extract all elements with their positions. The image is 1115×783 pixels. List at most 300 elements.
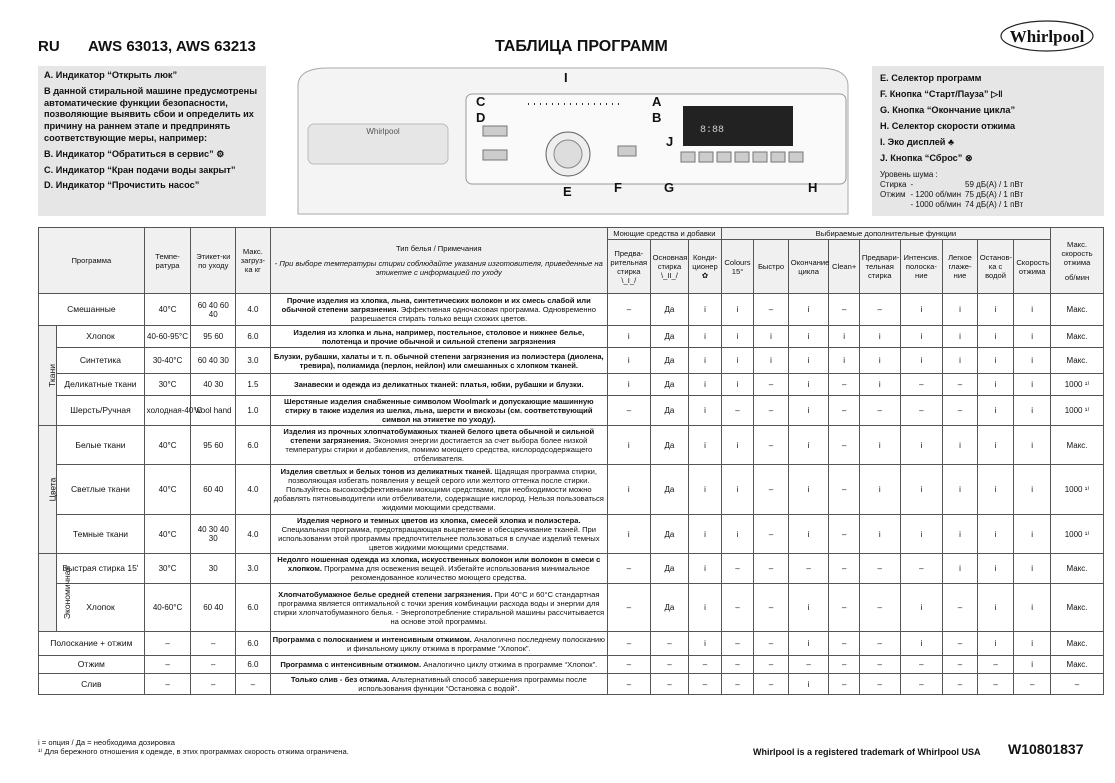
legend: i = опция / Да = необходима дозировка: [38, 738, 175, 747]
program-name: Хлопок: [57, 584, 144, 632]
noise-cell: 59 дБ(A) / 1 пВт: [965, 180, 1024, 189]
option-cell: –: [859, 674, 900, 695]
label-d: D: [476, 110, 486, 125]
max-spin: 1000 ¹⁾: [1051, 515, 1104, 554]
option-cell: i: [607, 374, 650, 396]
option-cell: i: [721, 465, 754, 515]
logo-text: Whirlpool: [1009, 27, 1085, 46]
program-load: 6.0: [236, 632, 271, 656]
program-temp: 30°C: [144, 374, 191, 396]
reset-icon: ⊗: [964, 153, 973, 163]
care-label-icons: 60 40: [191, 584, 236, 632]
option-cell: –: [859, 656, 900, 674]
option-cell: –: [943, 674, 978, 695]
option-cell: i: [788, 674, 829, 695]
program-name: Быстрая стирка 15': [57, 554, 144, 584]
option-cell: i: [977, 465, 1014, 515]
option-cell: –: [607, 584, 650, 632]
option-cell: i: [1014, 656, 1051, 674]
care-label-icons: 40 30: [191, 374, 236, 396]
service-icon: ⚙: [216, 148, 225, 159]
option-cell: Да: [650, 426, 689, 465]
care-label-icons: 60 40 60 40: [191, 294, 236, 326]
option-cell: –: [754, 396, 789, 426]
option-cell: –: [721, 584, 754, 632]
option-cell: –: [829, 294, 859, 326]
group-label-fabrics: Ткани: [39, 326, 57, 426]
option-cell: i: [689, 348, 722, 374]
option-cell: i: [1014, 426, 1051, 465]
program-note: Блузки, рубашки, халаты и т. п. обычной степени загрязнения из полиэстера (диолена, тревира), полиамида (перлон, нейлон) или смешанных с хлопком тканей.: [270, 348, 607, 374]
option-cell: –: [721, 632, 754, 656]
care-label-icons: wool hand: [191, 396, 236, 426]
option-cell: i: [607, 515, 650, 554]
care-label-icons: –: [191, 632, 236, 656]
option-cell: –: [721, 674, 754, 695]
program-load: 4.0: [236, 465, 271, 515]
option-cell: i: [900, 294, 943, 326]
option-cell: i: [689, 584, 722, 632]
option-cell: –: [900, 656, 943, 674]
program-name: Шерсть/Ручная: [57, 396, 144, 426]
option-cell: –: [829, 674, 859, 695]
option-cell: –: [829, 426, 859, 465]
program-temp: 40-60°C: [144, 584, 191, 632]
program-note: Хлопчатобумажное белье средней степени загрязнения. При 40°C и 60°C стандартная программа является оптимальной с точки зрения комбинации расхода воды и энергии для стирки хлопчатобумажного белья. - Энергопотребление стиральной машины рассчитывается на основе этой программы.: [270, 584, 607, 632]
option-cell: i: [859, 326, 900, 348]
option-cell: –: [943, 584, 978, 632]
option-cell: i: [788, 294, 829, 326]
option-cell: –: [689, 656, 722, 674]
program-name: Хлопок: [57, 326, 144, 348]
label-h: H: [808, 180, 818, 195]
th-prewash-det: Предва-рительная стирка \_I_/: [607, 240, 650, 294]
indicator-b: B. Индикатор “Обратиться в сервис” ⚙: [44, 148, 225, 159]
group-label-colours: Цвета: [39, 426, 57, 554]
max-spin: Макс.: [1051, 348, 1104, 374]
option-cell: i: [943, 426, 978, 465]
option-cell: i: [607, 348, 650, 374]
option-cell: i: [900, 465, 943, 515]
option-cell: Да: [650, 326, 689, 348]
option-cell: i: [1014, 348, 1051, 374]
option-cell: –: [829, 554, 859, 584]
option-cell: i: [977, 294, 1014, 326]
th-maxspin: Макс. скорость отжима об/мин: [1051, 228, 1104, 294]
care-label-icons: 30: [191, 554, 236, 584]
control-f: F. Кнопка “Старт/Пауза” ▷ǁ: [880, 89, 1003, 99]
program-temp: 40°C: [144, 515, 191, 554]
program-note: Изделия из хлопка и льна, например, постельное, столовое и нижнее белье, полотенца и прочие обычной и сильной степени загрязнения: [270, 326, 607, 348]
label-f: F: [614, 180, 622, 195]
option-cell: –: [754, 554, 789, 584]
option-cell: i: [607, 465, 650, 515]
option-cell: i: [1014, 326, 1051, 348]
option-cell: i: [721, 294, 754, 326]
option-cell: –: [859, 584, 900, 632]
option-cell: i: [1014, 374, 1051, 396]
machine-brand: Whirlpool: [366, 127, 400, 136]
noise-cell: Отжим: [880, 190, 906, 199]
option-cell: i: [1014, 584, 1051, 632]
option-cell: –: [788, 554, 829, 584]
program-row: [39, 632, 1104, 656]
option-cell: i: [977, 632, 1014, 656]
option-cell: i: [788, 515, 829, 554]
option-cell: i: [900, 632, 943, 656]
option-cell: –: [943, 396, 978, 426]
program-name: Полоскание + отжим: [39, 632, 145, 656]
max-spin: Макс.: [1051, 656, 1104, 674]
control-i: I. Эко дисплей ♣: [880, 137, 955, 147]
option-cell: i: [721, 374, 754, 396]
noise-levels: [880, 170, 1096, 210]
option-cell: i: [788, 632, 829, 656]
option-cell: i: [1014, 465, 1051, 515]
program-name: Отжим: [39, 656, 145, 674]
option-cell: i: [829, 326, 859, 348]
option-cell: i: [900, 584, 943, 632]
control-j: J. Кнопка “Сброс” ⊗: [880, 153, 973, 163]
document-code: W10801837: [1008, 741, 1084, 757]
group-label-eco: Экономичная: [39, 554, 57, 632]
th-type: Тип белья / Примечания - При выборе температуры стирки соблюдайте указания изготовителя, приведенные на этикетке с информацией по уходу: [270, 228, 607, 294]
option-cell: i: [943, 348, 978, 374]
option-cell: –: [900, 374, 943, 396]
indicator-c: C. Индикатор “Кран подачи воды закрыт”: [44, 164, 236, 175]
option-cell: –: [977, 674, 1014, 695]
program-temp: 30°C: [144, 554, 191, 584]
option-cell: –: [943, 632, 978, 656]
program-row: [39, 374, 1104, 396]
header-lang: RU: [38, 38, 60, 55]
option-cell: –: [829, 584, 859, 632]
machine-panel-illustration: [288, 66, 858, 216]
program-name: Белые ткани: [57, 426, 144, 465]
indicators-panel: [38, 66, 266, 216]
option-cell: –: [607, 674, 650, 695]
program-temp: 40°C: [144, 426, 191, 465]
option-cell: Да: [650, 465, 689, 515]
noise-table: [880, 180, 1027, 210]
option-cell: i: [788, 374, 829, 396]
option-cell: –: [754, 426, 789, 465]
option-cell: i: [977, 554, 1014, 584]
option-cell: i: [859, 426, 900, 465]
program-temp: 40°C: [144, 294, 191, 326]
th-functions: Выбираемые дополнительные функции: [721, 228, 1050, 240]
control-h: H. Селектор скорости отжима: [880, 121, 1016, 131]
option-cell: –: [607, 396, 650, 426]
option-cell: Да: [650, 348, 689, 374]
option-cell: i: [788, 584, 829, 632]
program-load: –: [236, 674, 271, 695]
program-name: Смешанные: [39, 294, 145, 326]
compartment-1-icon: \_I_/: [621, 275, 637, 285]
option-cell: –: [754, 632, 789, 656]
option-cell: i: [1014, 294, 1051, 326]
option-cell: i: [859, 374, 900, 396]
max-spin: 1000 ¹⁾: [1051, 396, 1104, 426]
indicator-a: A. Индикатор “Открыть люк”: [44, 70, 178, 80]
program-temp: 40-60-95°C: [144, 326, 191, 348]
option-cell: Да: [650, 584, 689, 632]
program-name: Светлые ткани: [57, 465, 144, 515]
program-row: [39, 294, 1104, 326]
th-speed: Скорость отжима: [1014, 240, 1051, 294]
option-cell: –: [607, 656, 650, 674]
program-name: Темные ткани: [57, 515, 144, 554]
option-cell: –: [859, 396, 900, 426]
option-cell: i: [689, 632, 722, 656]
max-spin: Макс.: [1051, 426, 1104, 465]
option-cell: –: [754, 656, 789, 674]
option-cell: –: [829, 374, 859, 396]
option-cell: i: [1014, 554, 1051, 584]
play-pause-icon: ▷ǁ: [991, 89, 1003, 99]
option-cell: i: [977, 426, 1014, 465]
option-cell: Да: [650, 294, 689, 326]
option-cell: i: [721, 326, 754, 348]
program-temp: 40°C: [144, 465, 191, 515]
noise-cell: 75 дБ(A) / 1 пВт: [965, 190, 1024, 199]
program-name: Слив: [39, 674, 145, 695]
option-cell: –: [829, 656, 859, 674]
option-cell: Да: [650, 554, 689, 584]
program-name: Деликатные ткани: [57, 374, 144, 396]
program-row: [39, 396, 1104, 426]
option-cell: –: [754, 674, 789, 695]
option-cell: i: [721, 348, 754, 374]
option-cell: i: [689, 326, 722, 348]
program-load: 4.0: [236, 294, 271, 326]
noise-cell: Стирка: [880, 180, 907, 189]
program-note: Прочие изделия из хлопка, льна, синтетических волокон и их смесь слабой или обычной степени загрязнения. Эффективная одночасовая программа. Одновременно разрешается стирать только вещи схожих цветов.: [270, 294, 607, 326]
option-cell: i: [943, 294, 978, 326]
th-fast: Быстро: [754, 240, 789, 294]
program-name: Синтетика: [57, 348, 144, 374]
option-cell: i: [1014, 396, 1051, 426]
display-digits: 8:88: [700, 125, 725, 136]
program-row: [39, 584, 1104, 632]
th-label: Этикет-ки по уходу: [191, 228, 236, 294]
max-spin: Макс.: [1051, 584, 1104, 632]
max-spin: Макс.: [1051, 554, 1104, 584]
option-cell: i: [943, 326, 978, 348]
th-end: Окончание цикла: [788, 240, 829, 294]
program-load: 4.0: [236, 515, 271, 554]
noise-title: Уровень шума :: [880, 170, 938, 179]
max-spin: Макс.: [1051, 632, 1104, 656]
program-load: 3.0: [236, 554, 271, 584]
option-cell: –: [900, 396, 943, 426]
option-cell: i: [977, 348, 1014, 374]
option-cell: i: [943, 515, 978, 554]
th-mainwash-det: Основная стирка \_II_/: [650, 240, 689, 294]
option-cell: –: [650, 632, 689, 656]
page-title: ТАБЛИЦА ПРОГРАММ: [495, 38, 668, 55]
max-spin: Макс.: [1051, 326, 1104, 348]
option-cell: Да: [650, 374, 689, 396]
option-cell: i: [721, 426, 754, 465]
option-cell: i: [607, 326, 650, 348]
option-cell: –: [721, 554, 754, 584]
care-label-icons: 60 40 30: [191, 348, 236, 374]
option-cell: i: [900, 426, 943, 465]
option-cell: –: [754, 584, 789, 632]
option-cell: i: [943, 554, 978, 584]
brand-logo: [1000, 20, 1095, 52]
option-cell: i: [859, 348, 900, 374]
program-row: [39, 465, 1104, 515]
option-cell: i: [943, 465, 978, 515]
noise-cell: -: [910, 180, 914, 189]
trademark: Whirlpool is a registered trademark of Whirlpool USA: [753, 747, 981, 757]
option-cell: i: [689, 294, 722, 326]
program-row: [39, 326, 1104, 348]
program-row: [39, 426, 1104, 465]
program-row: [39, 656, 1104, 674]
label-b: B: [652, 110, 662, 125]
label-g: G: [664, 180, 675, 195]
controls-panel: [872, 66, 1104, 216]
option-cell: i: [977, 515, 1014, 554]
option-cell: i: [754, 348, 789, 374]
th-clean: Clean+: [829, 240, 859, 294]
care-label-icons: –: [191, 674, 236, 695]
th-stop: Останов-ка с водой: [977, 240, 1014, 294]
option-cell: –: [900, 554, 943, 584]
option-cell: i: [977, 374, 1014, 396]
start-pause-button: [618, 146, 636, 156]
program-note: Программа с интенсивным отжимом. Аналогично циклу отжима в программе “Хлопок”.: [270, 656, 607, 674]
option-cell: –: [754, 465, 789, 515]
indicator-d: D. Индикатор “Прочистить насос”: [44, 180, 200, 191]
program-row: [39, 674, 1104, 695]
program-note: Изделия светлых и белых тонов из деликатных тканей. Щадящая программа стирки, позволяющая избегать появления у вещей серого или желтого оттенка после стирки. Пользуйтесь высокоэффективными моющими средствами, при необходимости можно добавлять пятновыводители или отбеливатели, содержащие кислород. Нельзя пользоваться жидкими моющими средствами.: [270, 465, 607, 515]
option-cell: –: [859, 554, 900, 584]
option-cell: –: [859, 294, 900, 326]
max-spin: Макс.: [1051, 294, 1104, 326]
option-cell: –: [754, 294, 789, 326]
care-label-icons: 40 30 40 30: [191, 515, 236, 554]
option-cell: i: [788, 465, 829, 515]
flower-icon: ✿: [701, 271, 709, 280]
program-note: Недолго ношенная одежда из хлопка, искусственных волокон или волокон в смеси с хлопком. Программа для освежения вещей. Избегайте использования минимальное рекомендованное количество моющего средства.: [270, 554, 607, 584]
program-load: 6.0: [236, 426, 271, 465]
option-cell: –: [977, 656, 1014, 674]
option-cell: –: [788, 656, 829, 674]
program-note: Шерстяные изделия снабженные символом Woolmark и допускающие машинную стирку в также изделия из шелка, льна, шерсти и вискозы (см. соответствующий символ на этикетке по уходу).: [270, 396, 607, 426]
option-cell: i: [977, 396, 1014, 426]
option-cell: i: [859, 515, 900, 554]
option-cell: –: [607, 632, 650, 656]
noise-cell: - 1200 об/мин: [910, 190, 962, 199]
max-spin: 1000 ¹⁾: [1051, 465, 1104, 515]
option-cell: –: [607, 554, 650, 584]
label-a: A: [652, 94, 662, 109]
label-j: J: [666, 134, 674, 149]
option-cell: –: [650, 656, 689, 674]
option-cell: –: [829, 515, 859, 554]
option-cell: i: [788, 348, 829, 374]
option-cell: i: [607, 426, 650, 465]
option-cell: –: [754, 515, 789, 554]
program-temp: –: [144, 656, 191, 674]
option-cell: –: [650, 674, 689, 695]
safety-text: В данной стиральной машине предусмотрены автоматические функции безопасности, позволяющие выявить сбои и определить их причину на раннем этапе и предпринять соответствующие меры, например:: [44, 85, 258, 143]
option-cell: i: [788, 396, 829, 426]
option-cell: i: [689, 396, 722, 426]
option-cell: Да: [650, 515, 689, 554]
header-model: AWS 63013, AWS 63213: [88, 38, 256, 55]
th-prewash: Предвари-тельная стирка: [859, 240, 900, 294]
option-cell: i: [721, 515, 754, 554]
program-temp: холодная-40°C: [144, 396, 191, 426]
th-program: Программа: [39, 228, 145, 294]
option-cell: –: [1014, 674, 1051, 695]
eco-icon: ♣: [948, 137, 955, 147]
program-note: Только слив - без отжима. Альтернативный способ завершения программы после использования функции “Остановка с водой”.: [270, 674, 607, 695]
noise-cell: 74 дБ(A) / 1 пВт: [965, 200, 1024, 209]
option-cell: i: [689, 465, 722, 515]
label-i: I: [564, 70, 568, 85]
care-label-icons: 95 60: [191, 426, 236, 465]
option-cell: i: [689, 374, 722, 396]
noise-cell: - 1000 об/мин: [910, 200, 962, 209]
program-temp: –: [144, 632, 191, 656]
program-load: 1.0: [236, 396, 271, 426]
control-e: E. Селектор программ: [880, 73, 982, 83]
th-detergents: Моющие средства и добавки: [607, 228, 721, 240]
option-cell: –: [900, 674, 943, 695]
th-colours: Colours 15°: [721, 240, 754, 294]
program-row: [39, 554, 1104, 584]
label-e: E: [563, 184, 572, 199]
compartment-2-icon: \_II_/: [661, 271, 678, 280]
option-cell: i: [900, 348, 943, 374]
care-label-icons: 95 60: [191, 326, 236, 348]
option-cell: –: [721, 396, 754, 426]
option-cell: i: [859, 465, 900, 515]
option-cell: –: [829, 465, 859, 515]
program-load: 6.0: [236, 584, 271, 632]
option-cell: i: [977, 326, 1014, 348]
option-cell: i: [788, 326, 829, 348]
option-cell: i: [689, 515, 722, 554]
program-table: [38, 227, 1104, 695]
care-label-icons: –: [191, 656, 236, 674]
max-spin: –: [1051, 674, 1104, 695]
program-load: 6.0: [236, 656, 271, 674]
program-row: [39, 515, 1104, 554]
program-temp: 30-40°C: [144, 348, 191, 374]
footnote: ¹⁾ Для бережного отношения к одежде, в этих программах скорость отжима ограничена.: [38, 747, 349, 756]
option-cell: –: [754, 374, 789, 396]
program-note: Занавески и одежда из деликатных тканей: платья, юбки, рубашки и блузки.: [270, 374, 607, 396]
option-cell: Да: [650, 396, 689, 426]
option-cell: –: [943, 656, 978, 674]
max-spin: 1000 ¹⁾: [1051, 374, 1104, 396]
option-cell: i: [689, 426, 722, 465]
th-temp: Темпе-ратура: [144, 228, 191, 294]
option-cell: –: [943, 374, 978, 396]
th-load: Макс. загруз-ка кг: [236, 228, 271, 294]
program-temp: –: [144, 674, 191, 695]
program-note: Изделия из прочных хлопчатобумажных тканей белого цвета обычной и сильной степени загрязнения. Экономия энергии достигается за счет выбора более низкой температуры стирки и добавления, помимо моющего средства, кислородсодержащего отбеливателя.: [270, 426, 607, 465]
option-cell: –: [689, 674, 722, 695]
option-cell: i: [900, 326, 943, 348]
